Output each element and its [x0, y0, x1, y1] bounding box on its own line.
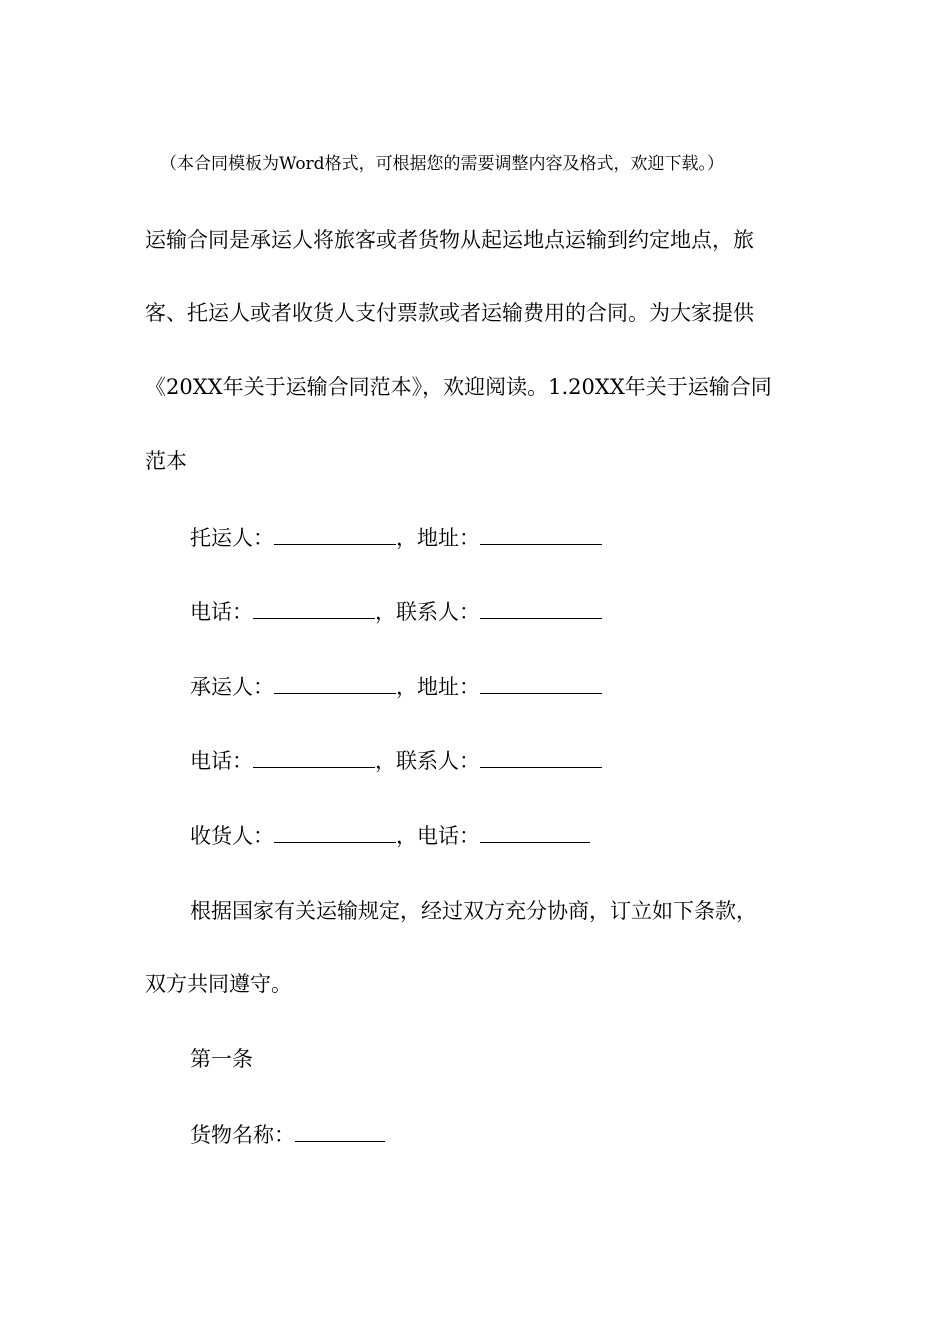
- shipper-blank: [274, 522, 396, 545]
- shipper-contact-label: ，联系人：: [375, 600, 480, 624]
- consignee-blank: [274, 820, 396, 843]
- template-note: （本合同模板为Word格式，可根据您的需要调整内容及格式，欢迎下载。）: [160, 154, 725, 174]
- article-title: 第一条: [190, 1047, 253, 1071]
- shipper-address-blank: [480, 522, 602, 545]
- carrier-contact-blank: [480, 745, 602, 768]
- carrier-address-blank: [480, 671, 602, 694]
- shipper-contact-blank: [480, 596, 602, 619]
- agreement-line-1: 根据国家有关运输规定，经过双方充分协商，订立如下条款，: [190, 899, 757, 923]
- intro-line-3: 《20XX年关于运输合同范本》，欢迎阅读。1.20XX年关于运输合同: [145, 375, 772, 399]
- carrier-blank: [274, 671, 396, 694]
- consignee-phone-blank: [480, 820, 590, 843]
- goods-name-blank: [295, 1119, 385, 1142]
- carrier-row: [190, 671, 602, 703]
- carrier-phone-blank: [253, 745, 375, 768]
- agreement-line-2: 双方共同遵守。: [145, 972, 292, 996]
- carrier-contact-label: ，联系人：: [375, 749, 480, 773]
- shipper-phone-label: 电话：: [190, 600, 253, 624]
- intro-line-1: 运输合同是承运人将旅客或者货物从起运地点运输到约定地点，旅: [145, 228, 754, 252]
- shipper-phone-row: [190, 596, 602, 628]
- carrier-phone-label: 电话：: [190, 749, 253, 773]
- consignee-label: 收货人：: [190, 824, 274, 848]
- carrier-address-label: ，地址：: [396, 675, 480, 699]
- intro-line-4: 范本: [145, 449, 187, 473]
- carrier-phone-row: [190, 745, 602, 777]
- goods-name-label: 货物名称：: [190, 1123, 295, 1147]
- carrier-label: 承运人：: [190, 675, 274, 699]
- intro-line-2: 客、托运人或者收货人支付票款或者运输费用的合同。为大家提供: [145, 301, 754, 325]
- shipper-address-label: ，地址：: [396, 526, 480, 550]
- consignee-phone-label: ，电话：: [396, 824, 480, 848]
- shipper-phone-blank: [253, 596, 375, 619]
- shipper-row: [190, 522, 602, 554]
- goods-name-row: [190, 1119, 385, 1151]
- consignee-row: [190, 820, 590, 852]
- shipper-label: 托运人：: [190, 526, 274, 550]
